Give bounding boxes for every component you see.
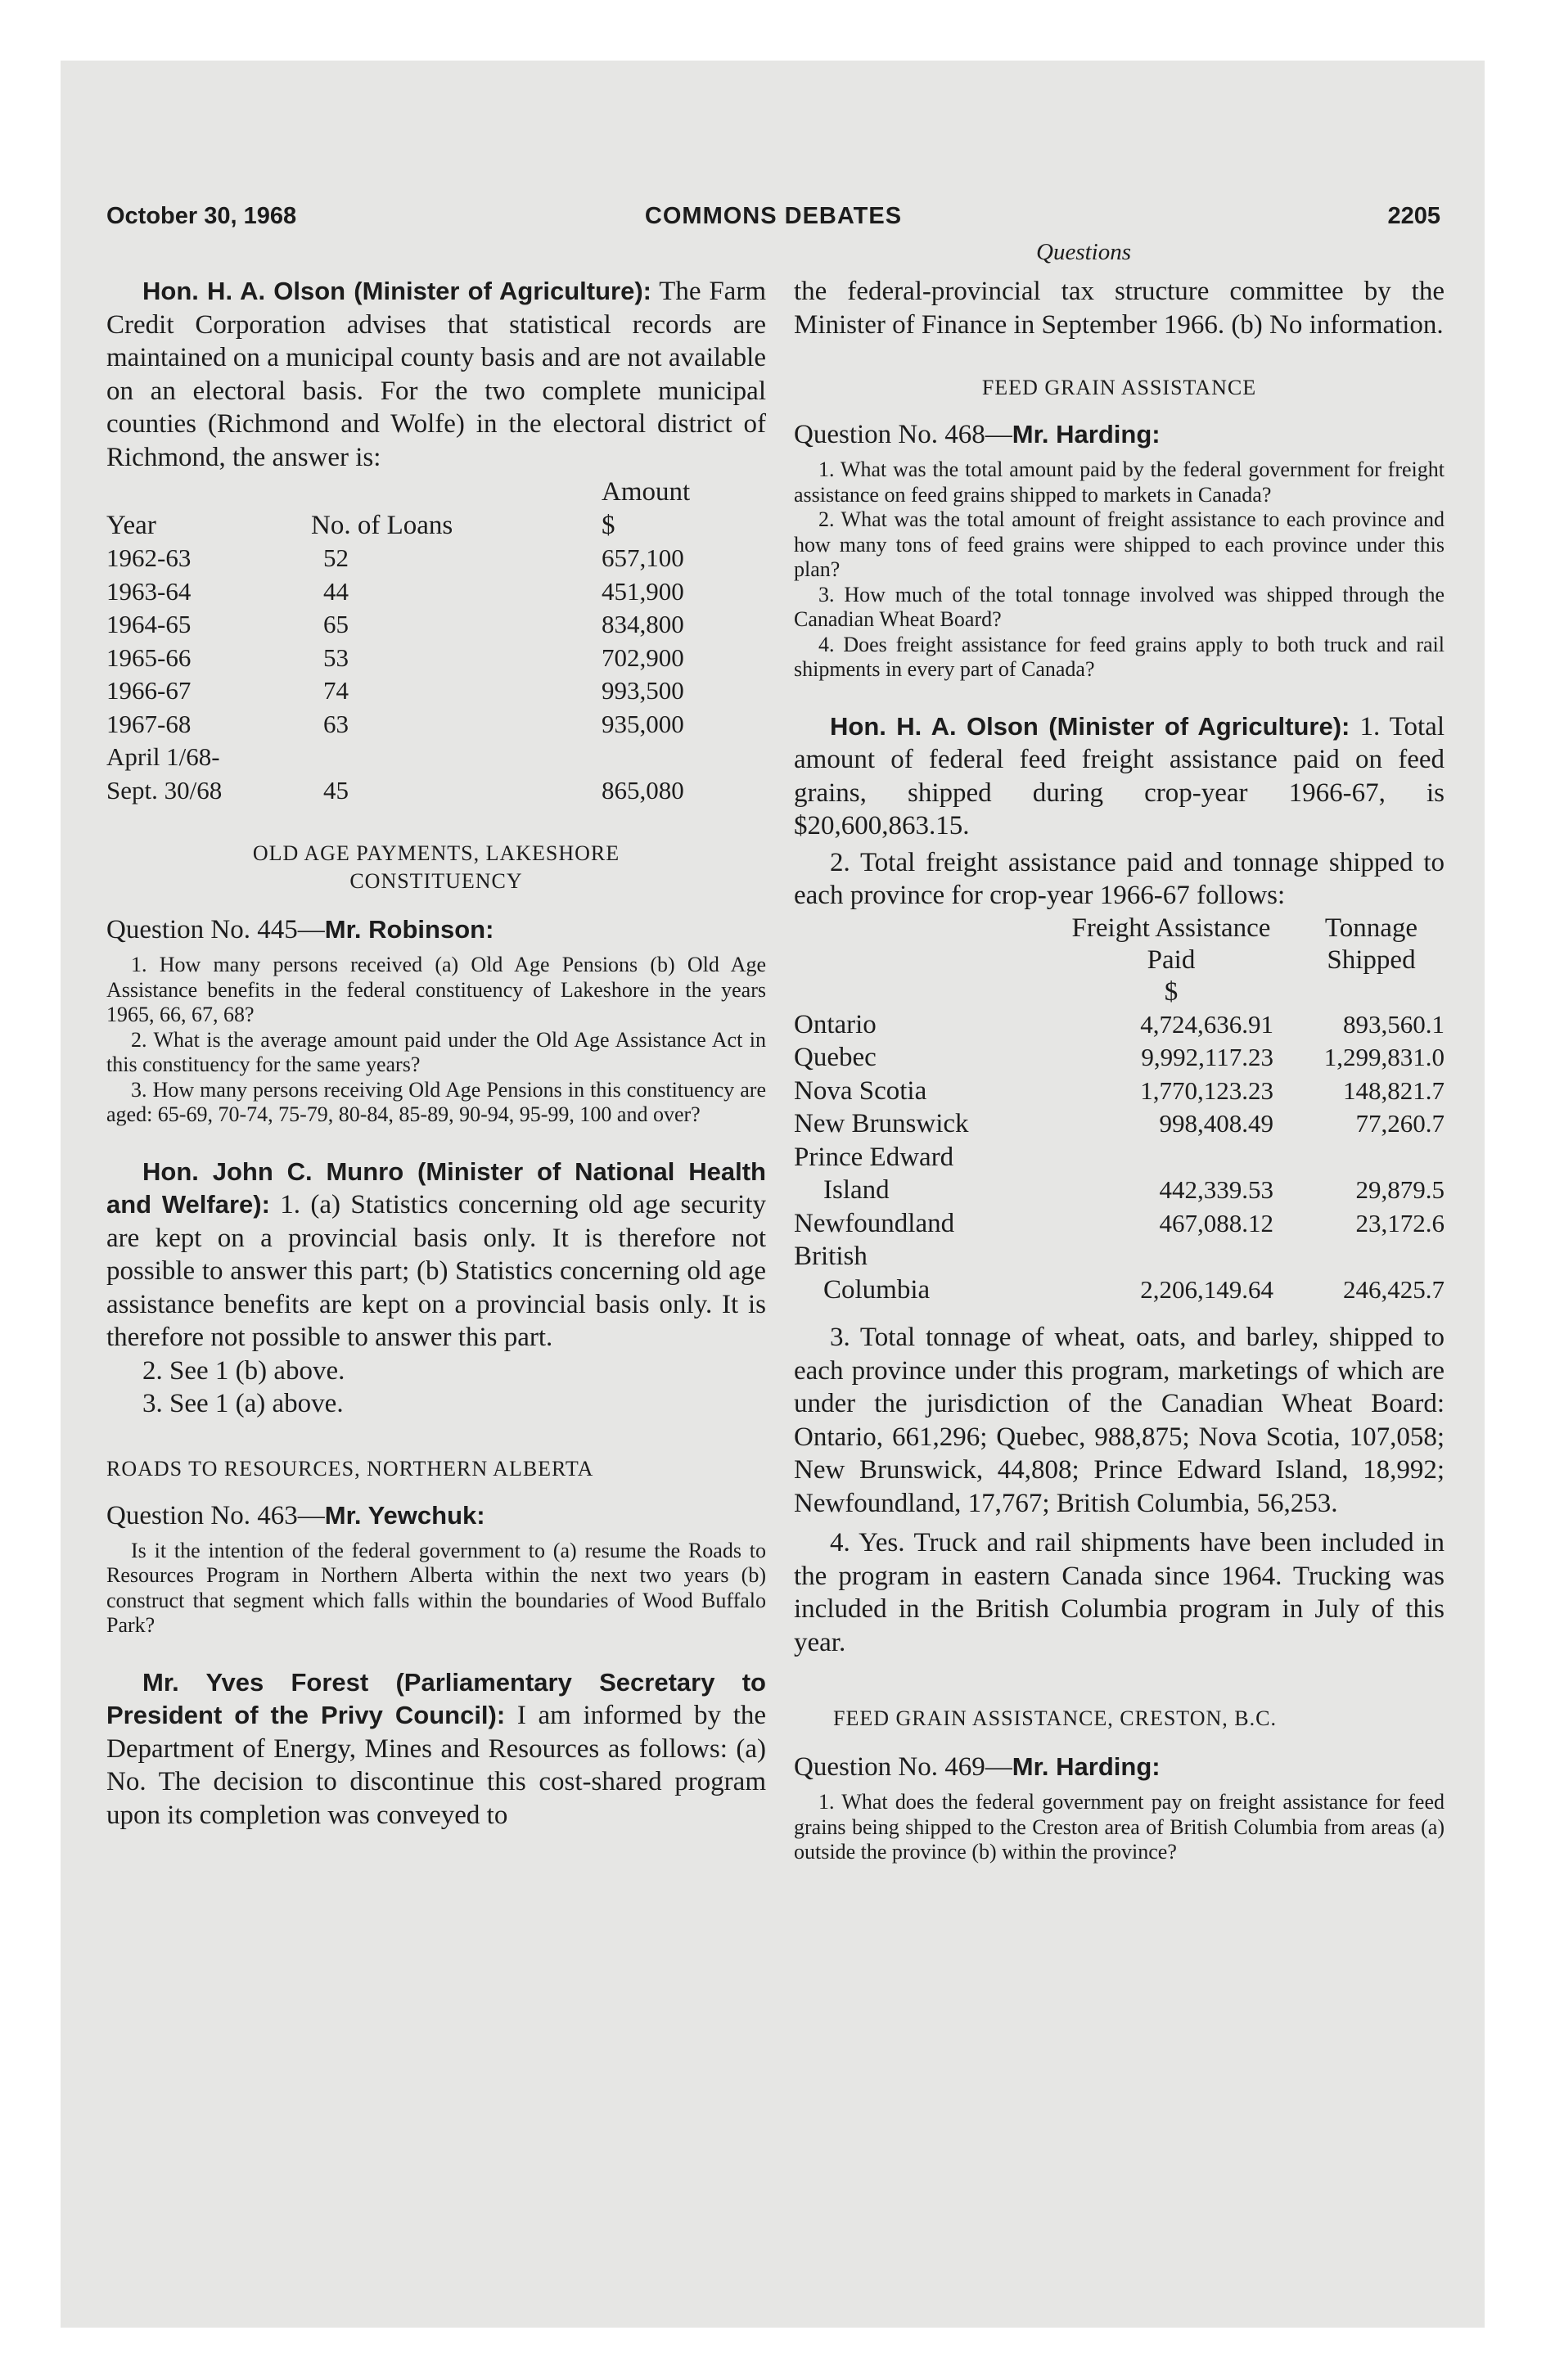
table-row	[106, 674, 765, 708]
question-number: Question No. 469—	[794, 1752, 1012, 1782]
amount-cell: 702,900	[602, 642, 684, 672]
olson2-answer-item: 3. Total tonnage of wheat, oats, and barley, shipped to each province under this program, marketings of which are under the jurisdiction of the Canadian Wheat Board: Ontario, 661,296; Quebec, 988,875; Nova Scotia, 107,058; New Brunswick, 44,808; Prince Edward Island, 18,992; Newfoundland, 17,767; British Columbia, 56,253.	[794, 1323, 1445, 1518]
paid-cell: 467,088.12	[1159, 1208, 1273, 1237]
question-468-items	[794, 458, 1445, 683]
question-number: Question No. 445—	[106, 915, 325, 944]
tonnage-header-line: Shipped	[1327, 944, 1416, 975]
question-mp: Mr. Harding:	[1012, 420, 1161, 449]
table-row	[106, 608, 765, 642]
province-cell: Island	[823, 1175, 890, 1205]
question-item: 3. How much of the total tonnage involved was shipped through the Canadian Wheat Board?	[794, 582, 1445, 631]
question-469	[794, 1751, 1445, 1783]
question-item: 3. How many persons receiving Old Age Pensions in this constituency are aged: 65-69, 70-74, 75-79, 80-84, 85-89, 90-94, 95-99, 100 and over?	[106, 1077, 766, 1126]
tonnage-cell: 246,425.7	[1343, 1274, 1445, 1304]
year-cell: 1963-64	[106, 576, 192, 606]
table-header-row	[106, 476, 765, 509]
question-item: 1. How many persons received (a) Old Age Pensions (b) Old Age Assistance benefits in the federal constituency of Lakeshore in the years 1965, 66, 67, 68?	[106, 953, 766, 1026]
table-row	[106, 542, 765, 575]
question-mp: Mr. Yewchuk:	[324, 1500, 485, 1530]
table-row	[794, 1041, 1445, 1075]
olson-answer-text: The Farm Credit Corporation advises that statistical records are maintained on a municipal county basis and are not available on an electoral basis. For the two complete municipal counties (Richmond and Wolfe) in the electoral district of Richmond, the answer is:	[106, 277, 766, 472]
running-head	[106, 203, 1440, 236]
loans-cell: 53	[323, 642, 349, 672]
table-header-row	[794, 913, 1445, 1008]
loans-cell: 74	[323, 676, 349, 705]
year-header: Year	[106, 510, 156, 540]
olson2-answer-item: 4. Yes. Truck and rail shipments have been included in the program in eastern Canada since 1964. Trucking was included in the British Columbia program in July of this year.	[794, 1528, 1445, 1657]
paid-cell: 2,206,149.64	[1140, 1274, 1273, 1304]
speaker-olson: Hon. H. A. Olson (Minister of Agriculture):	[830, 711, 1350, 741]
olson2-answer	[794, 710, 1445, 843]
province-cell: Prince Edward	[794, 1142, 954, 1172]
table-header-row	[106, 509, 765, 543]
year-cell: 1966-67	[106, 676, 192, 705]
loans-cell: 65	[323, 610, 349, 638]
province-cell: Ontario	[794, 1009, 877, 1039]
tonnage-cell: 893,560.1	[1343, 1009, 1445, 1039]
amount-cell: 865,080	[602, 775, 684, 805]
paid-header-line: Paid	[1147, 944, 1196, 975]
amount-cell: 993,500	[602, 676, 684, 705]
feed-grain-heading: FEED GRAIN ASSISTANCE	[981, 376, 1257, 399]
question-item: 2. What was the total amount of freight assistance to each province and how many tons of feed grains were shipped to each province under this plan?	[794, 507, 1445, 581]
province-cell: Quebec	[794, 1043, 877, 1072]
speaker-forest: Mr. Yves Forest (Parliamentary Secretary to President of the Privy Council):	[106, 1667, 766, 1729]
tonnage-header	[1298, 913, 1445, 1008]
olson2-answer-text: 1. Total amount of federal feed freight assistance paid on feed grains, shipped during crop-year 1966-67, is $20,600,863.15.	[794, 711, 1445, 841]
amount-cell: 657,100	[602, 543, 684, 572]
table-row	[794, 1273, 1445, 1307]
left-column	[106, 275, 766, 1832]
tonnage-cell: 23,172.6	[1355, 1208, 1445, 1237]
question-item: 2. What is the average amount paid under the Old Age Assistance Act in this constituency for the same years?	[106, 1027, 766, 1076]
loans-header: No. of Loans	[311, 510, 453, 540]
question-445	[106, 913, 766, 946]
question-item: 4. Does freight assistance for feed grains apply to both truck and rail shipments in every part of Canada?	[794, 632, 1445, 681]
paid-cell: 442,339.53	[1159, 1175, 1273, 1204]
year-cell: 1965-66	[106, 642, 192, 672]
paid-cell: 4,724,636.91	[1140, 1009, 1273, 1039]
question-mp: Mr. Robinson:	[324, 915, 494, 944]
question-463	[106, 1499, 766, 1532]
province-cell: British	[794, 1242, 868, 1271]
question-468	[794, 418, 1445, 451]
header-date: October 30, 1968	[106, 203, 297, 229]
tonnage-cell: 77,260.7	[1355, 1109, 1445, 1138]
amount-header: Amount	[602, 477, 691, 507]
question-item: 1. What does the federal government pay on freight assistance for feed grains being shipped to the Creston area of British Columbia from areas (a) outside the province (b) within the province?	[794, 1790, 1445, 1864]
table-row	[794, 1008, 1445, 1042]
year-cell: April 1/68-	[106, 742, 220, 771]
header-page-number: 2205	[1387, 203, 1440, 229]
table-row	[106, 708, 765, 741]
province-cell: Nova Scotia	[794, 1075, 927, 1106]
table-row	[106, 774, 765, 808]
paid-header-line: $	[1164, 976, 1179, 1007]
roads-heading: ROADS TO RESOURCES, NORTHERN ALBERTA	[106, 1456, 594, 1481]
table-row	[794, 1174, 1445, 1207]
paid-cell: 9,992,117.23	[1141, 1043, 1273, 1071]
loans-cell: 44	[323, 576, 349, 606]
loans-cell: 45	[323, 775, 349, 805]
province-cell: Columbia	[823, 1274, 931, 1305]
loans-cell: 52	[323, 543, 349, 572]
oap-heading-line: OLD AGE PAYMENTS, LAKESHORE	[252, 841, 620, 865]
forest-answer	[106, 1666, 766, 1832]
table-row	[106, 575, 765, 609]
olson2-answer-item: 2. Total freight assistance paid and tonnage shipped to each province for crop-year 1966-67 follows:	[794, 847, 1445, 910]
dollar-header: $	[602, 510, 615, 540]
province-cell: Newfoundland	[794, 1208, 955, 1238]
oap-heading	[106, 840, 766, 895]
amount-cell: 834,800	[602, 610, 684, 638]
munro-answer-item: 2. See 1 (b) above.	[142, 1355, 345, 1386]
speaker-olson: Hon. H. A. Olson (Minister of Agriculture):	[142, 277, 651, 305]
table-row	[794, 1207, 1445, 1241]
year-cell: 1964-65	[106, 610, 192, 638]
table-row	[106, 741, 765, 774]
table-row	[794, 1075, 1445, 1108]
oap-heading-line: CONSTITUENCY	[349, 869, 523, 893]
paid-header	[1044, 913, 1298, 1008]
question-item: 1. What was the total amount paid by the federal government for freight assistance on feed grains shipped to markets in Canada?	[794, 458, 1445, 507]
question-number: Question No. 463—	[106, 1500, 325, 1530]
year-cell: 1967-68	[106, 709, 192, 738]
creston-heading: FEED GRAIN ASSISTANCE, CRESTON, B.C.	[833, 1706, 1277, 1730]
continued-text: the federal-provincial tax structure committee by the Minister of Finance in September 1966. (b) No information.	[794, 277, 1445, 340]
loans-cell: 63	[323, 709, 349, 738]
munro-answer-item: 3. See 1 (a) above.	[142, 1389, 344, 1418]
freight-table	[794, 913, 1445, 1307]
forest-answer-text: I am informed by the Department of Energy, Mines and Resources as follows: (a) No. The decision to discontinue this cost-shared program upon its completion was conveyed to	[106, 1701, 767, 1830]
tonnage-cell: 29,879.5	[1355, 1175, 1445, 1204]
table-row	[794, 1141, 1445, 1174]
amount-cell: 451,900	[602, 576, 684, 606]
question-number: Question No. 468—	[794, 420, 1012, 449]
right-column	[794, 275, 1445, 1865]
table-row	[794, 1240, 1445, 1273]
header-title: COMMONS DEBATES	[644, 203, 903, 229]
question-mp: Mr. Harding:	[1012, 1752, 1161, 1781]
question-445-items	[106, 953, 766, 1128]
tonnage-cell: 148,821.7	[1343, 1075, 1445, 1105]
munro-answer	[106, 1156, 766, 1355]
table-row	[794, 1107, 1445, 1141]
section-subhead: Questions	[1036, 239, 1131, 265]
paid-cell: 1,770,123.23	[1140, 1075, 1273, 1105]
question-item: Is it the intention of the federal government to (a) resume the Roads to Resources Program in Northern Alberta within the next two years (b) construct that segment which falls within the boundaries of Wood Buffalo Park?	[106, 1538, 766, 1637]
munro-answer-text: 1. (a) Statistics concerning old age security are kept on a provincial basis only. It is therefore not possible to answer this part; (b) Statistics concerning old age assistance benefits are kept on a provincial basis only. It is therefore not possible to answer this part.	[106, 1190, 766, 1352]
tonnage-cell: 1,299,831.0	[1323, 1043, 1445, 1071]
amount-cell: 935,000	[602, 709, 684, 738]
speaker-munro: Hon. John C. Munro (Minister of National Health and Welfare):	[106, 1156, 766, 1219]
olson-answer	[106, 275, 766, 474]
paid-header-line: Freight Assistance	[1071, 913, 1271, 943]
paid-cell: 998,408.49	[1159, 1109, 1273, 1138]
year-cell: 1962-63	[106, 543, 192, 572]
table-row	[106, 642, 765, 675]
farm-loans-table	[106, 476, 765, 807]
year-cell: Sept. 30/68	[106, 775, 223, 805]
tonnage-header-line: Tonnage	[1324, 913, 1418, 943]
province-cell: New Brunswick	[794, 1109, 969, 1138]
